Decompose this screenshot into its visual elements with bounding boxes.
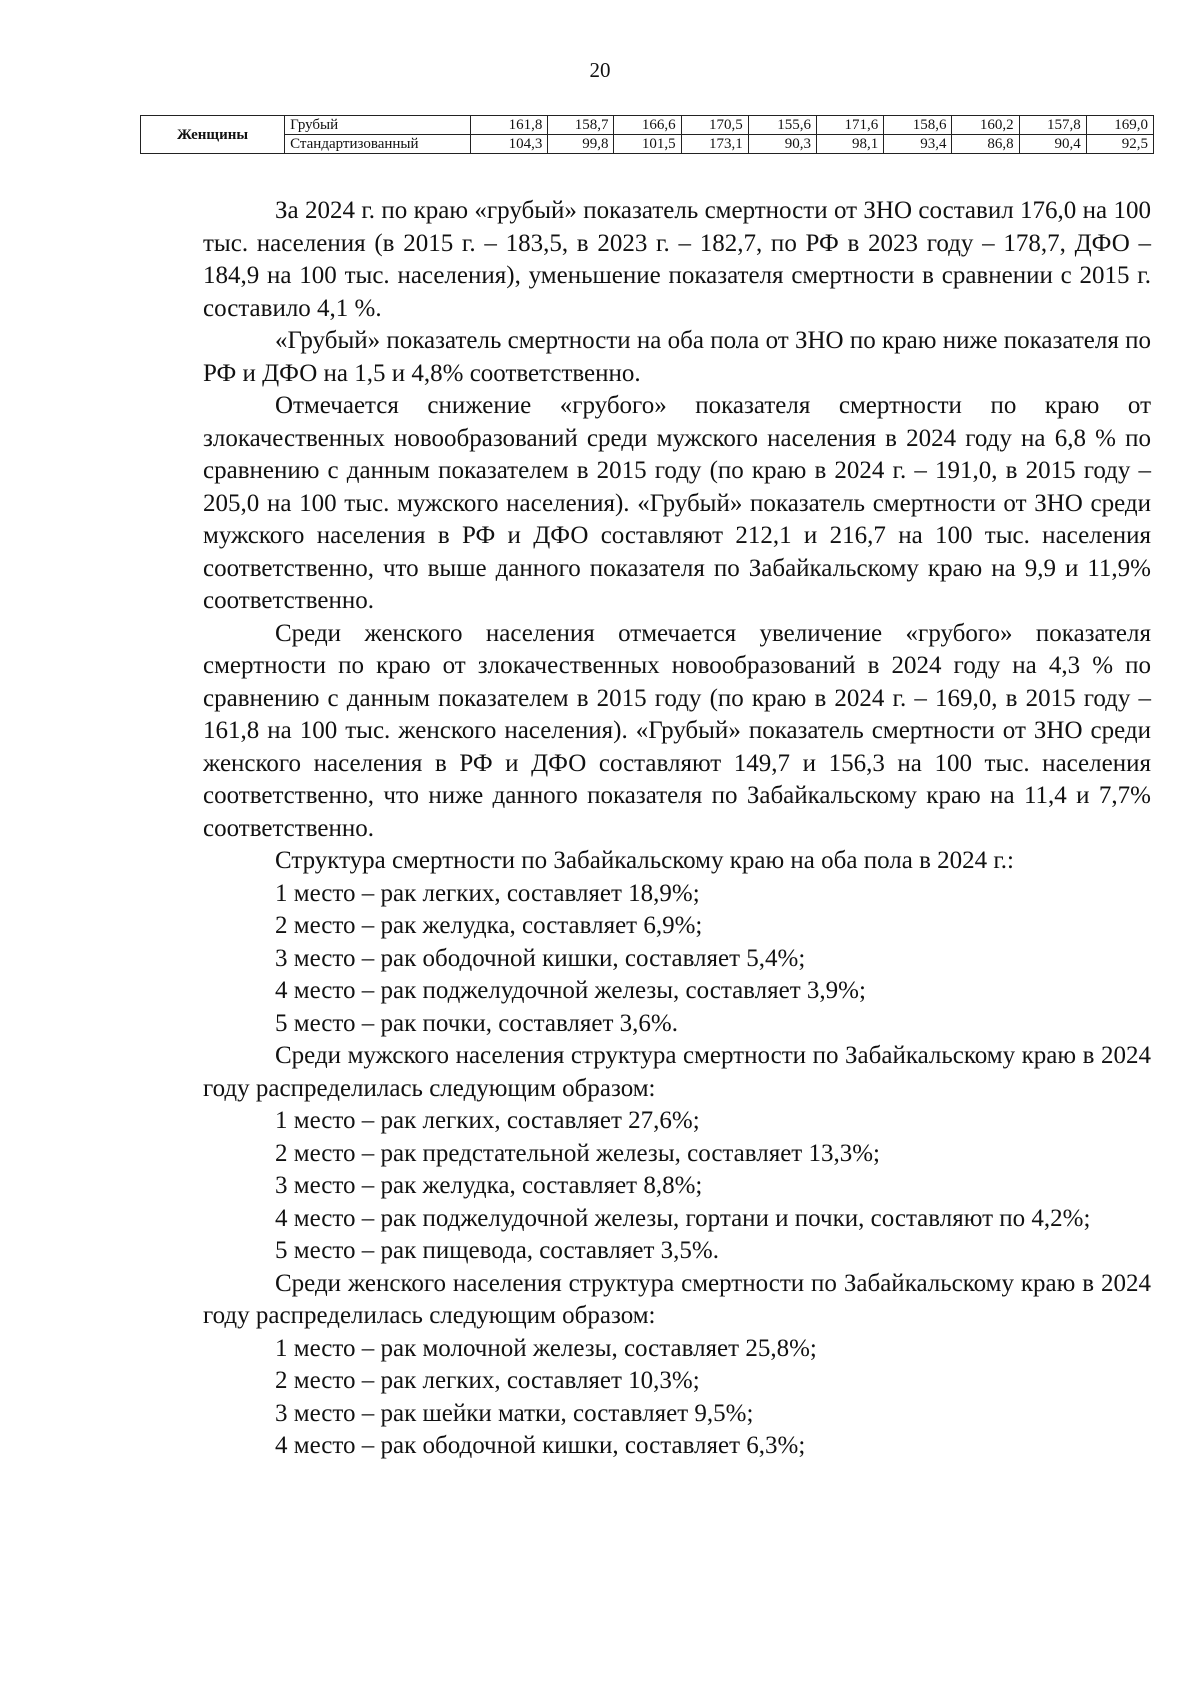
list-item: 4 место – рак поджелудочной железы, составляет 3,9%;	[275, 977, 866, 1004]
table-cell: 171,6	[817, 116, 884, 135]
paragraph: Среди женского населения структура смертности по Забайкальскому краю в 2024 году распределилась следующим образом:	[203, 1269, 1151, 1329]
table-cell: 90,3	[748, 135, 816, 154]
table-cell: 101,5	[614, 135, 681, 154]
table-group-label: Женщины	[141, 116, 285, 154]
table-cell: 104,3	[471, 135, 548, 154]
table-cell: 157,8	[1019, 116, 1086, 135]
table-cell: 160,2	[952, 116, 1019, 135]
list-item: 1 место – рак легких, составляет 27,6%;	[275, 1107, 700, 1134]
paragraph: За 2024 г. по краю «грубый» показатель смертности от ЗНО составил 176,0 на 100 тыс. населения (в 2015 г. – 183,5, в 2023 г. – 182,7, по РФ в 2023 году – 178,7, ДФО – 184,9 на 100 тыс. населения), уменьшение показателя смертности в сравнении с 2015 г. составило 4,1 %.	[203, 197, 1151, 322]
table-cell: 169,0	[1086, 116, 1153, 135]
list-item: 2 место – рак желудка, составляет 6,9%;	[275, 912, 703, 939]
table-cell: 173,1	[681, 135, 748, 154]
table-row-label: Грубый	[285, 116, 471, 135]
paragraph: Среди женского населения отмечается увеличение «грубого» показателя смертности по краю от злокачественных новообразований в 2024 году на 4,3 % по сравнению с данным показателем в 2015 году (по краю в 2024 г. – 169,0, в 2015 году – 161,8 на 100 тыс. женского населения). «Грубый» показатель смертности от ЗНО среди женского населения в РФ и ДФО составляют 149,7 и 156,3 на 100 тыс. населения соответственно, что ниже данного показателя по Забайкальскому краю на 11,4 и 7,7% соответственно.	[203, 619, 1151, 842]
body-text	[203, 195, 1151, 1463]
list-item: 3 место – рак желудка, составляет 8,8%;	[275, 1172, 703, 1199]
list-item: 2 место – рак предстательной железы, составляет 13,3%;	[275, 1139, 880, 1167]
table-row	[141, 135, 1154, 154]
table-row-label: Стандартизованный	[285, 135, 471, 154]
table-cell: 98,1	[817, 135, 884, 154]
table-cell: 93,4	[884, 135, 952, 154]
list-item: 5 место – рак почки, составляет 3,6%.	[275, 1009, 678, 1037]
table-cell: 166,6	[614, 116, 681, 135]
list-item: 4 место – рак поджелудочной железы, гортани и почки, составляют по 4,2%;	[275, 1204, 1091, 1232]
table-cell: 155,6	[748, 116, 816, 135]
list-item: 4 место – рак ободочной кишки, составляет 6,3%;	[275, 1432, 806, 1459]
table-cell: 92,5	[1086, 135, 1153, 154]
table-cell: 158,6	[884, 116, 952, 135]
mortality-table	[140, 115, 1154, 154]
table-cell: 170,5	[681, 116, 748, 135]
paragraph: «Грубый» показатель смертности на оба пола от ЗНО по краю ниже показателя по РФ и ДФО на 1,5 и 4,8% соответственно.	[203, 327, 1151, 387]
list-item: 5 место – рак пищевода, составляет 3,5%.	[275, 1237, 719, 1264]
table-cell: 86,8	[952, 135, 1019, 154]
paragraph: Структура смертности по Забайкальскому краю на оба пола в 2024 г.:	[275, 847, 1015, 874]
list-item: 2 место – рак легких, составляет 10,3%;	[275, 1367, 700, 1394]
table-cell: 158,7	[548, 116, 614, 135]
table-row	[141, 116, 1154, 135]
list-item: 1 место – рак молочной железы, составляет 25,8%;	[275, 1334, 817, 1362]
page-number: 20	[589, 58, 611, 82]
list-item: 3 место – рак ободочной кишки, составляет 5,4%;	[275, 944, 806, 972]
table-cell: 90,4	[1019, 135, 1086, 154]
paragraph: Среди мужского населения структура смертности по Забайкальскому краю в 2024 году распределилась следующим образом:	[203, 1042, 1151, 1102]
table-cell: 161,8	[471, 116, 548, 135]
list-item: 3 место – рак шейки матки, составляет 9,5%;	[275, 1399, 754, 1427]
table-cell: 99,8	[548, 135, 614, 154]
list-item: 1 место – рак легких, составляет 18,9%;	[275, 879, 700, 907]
paragraph: Отмечается снижение «грубого» показателя смертности по краю от злокачественных новообразований среди мужского населения в 2024 году на 6,8 % по сравнению с данным показателем в 2015 году (по краю в 2024 г. – 191,0, в 2015 году – 205,0 на 100 тыс. мужского населения). «Грубый» показатель смертности от ЗНО среди мужского населения в РФ и ДФО составляют 212,1 и 216,7 на 100 тыс. населения соответственно, что выше данного показателя по Забайкальскому краю на 9,9 и 11,9% соответственно.	[203, 392, 1151, 614]
